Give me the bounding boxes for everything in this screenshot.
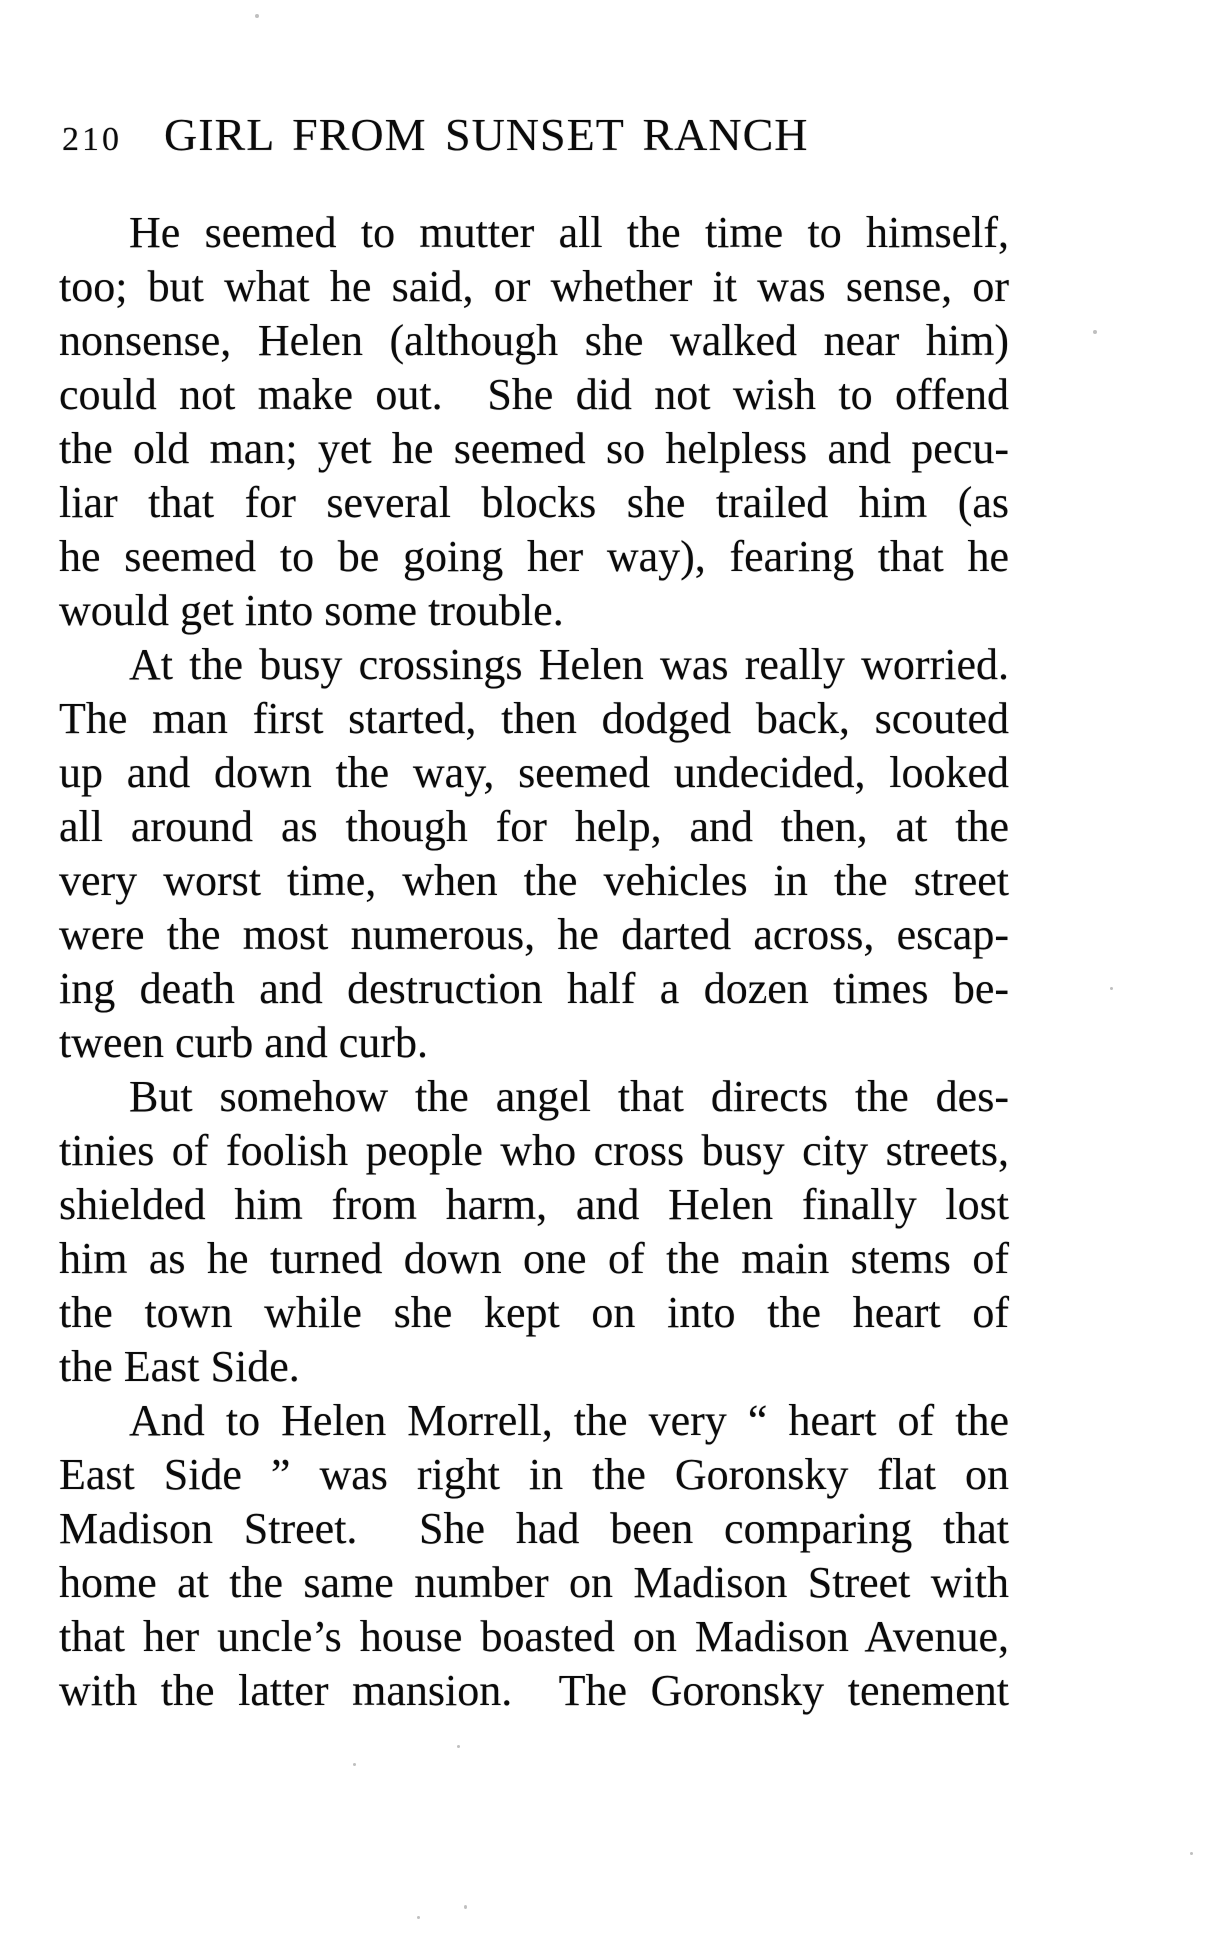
text-line: But somehow the angel that directs the des- [129, 1072, 1009, 1121]
text-line: tween curb and curb. [59, 1018, 428, 1067]
text-line: up and down the way, seemed undecided, looked [59, 748, 1009, 797]
text-line: tinies of foolish people who cross busy city streets, [59, 1126, 1009, 1175]
text-line: very worst time, when the vehicles in the street [59, 856, 1009, 905]
text-line: too; but what he said, or whether it was sense, or [59, 262, 1009, 311]
text-line: that her uncle’s house boasted on Madison Avenue, [59, 1612, 1009, 1661]
text-line: The man first started, then dodged back, scouted [59, 694, 1009, 743]
scan-speck [353, 1763, 356, 1766]
scan-speck [464, 1905, 467, 1909]
text-line: ing death and destruction half a dozen times be- [59, 964, 1009, 1013]
scan-speck [255, 14, 259, 18]
scan-speck [1110, 987, 1113, 990]
text-line: And to Helen Morrell, the very “ heart of the [129, 1396, 1009, 1445]
scan-speck [1093, 330, 1097, 334]
text-line: shielded him from harm, and Helen finally lost [59, 1180, 1009, 1229]
paragraph-2 [59, 638, 1009, 1070]
text-line: East Side ” was right in the Goronsky flat on [59, 1450, 1009, 1499]
text-line: all around as though for help, and then, at the [59, 802, 1009, 851]
paragraph-1 [59, 206, 1009, 638]
text-line: with the latter mansion. The Goronsky tenement [59, 1666, 1009, 1715]
text-line: home at the same number on Madison Street with [59, 1558, 1009, 1607]
text-line: He seemed to mutter all the time to himself, [129, 208, 1009, 257]
text-line: nonsense, Helen (although she walked near him) [59, 316, 1009, 365]
scan-speck [417, 1916, 420, 1919]
text-line: Madison Street. She had been comparing that [59, 1504, 1009, 1553]
text-line: were the most numerous, he darted across, escap- [59, 910, 1009, 959]
paragraph-4 [59, 1394, 1009, 1718]
text-line: he seemed to be going her way), fearing that he [59, 532, 1009, 581]
text-line: the East Side. [59, 1342, 300, 1391]
page-body [59, 206, 1009, 1718]
text-line: the town while she kept on into the heart of [59, 1288, 1009, 1337]
text-line: would get into some trouble. [59, 586, 564, 635]
text-line: liar that for several blocks she trailed him (as [59, 478, 1009, 527]
text-line: him as he turned down one of the main stems of [59, 1234, 1009, 1283]
running-title: GIRL FROM SUNSET RANCH [164, 109, 809, 160]
text-line: At the busy crossings Helen was really worried. [129, 640, 1009, 689]
scan-speck [1190, 1852, 1193, 1855]
page-number: 210 [62, 121, 122, 158]
scan-speck [457, 1745, 460, 1748]
text-line: the old man; yet he seemed so helpless and pecu- [59, 424, 1009, 473]
paragraph-3 [59, 1070, 1009, 1394]
text-line: could not make out. She did not wish to offend [59, 370, 1009, 419]
page-header [62, 108, 809, 161]
